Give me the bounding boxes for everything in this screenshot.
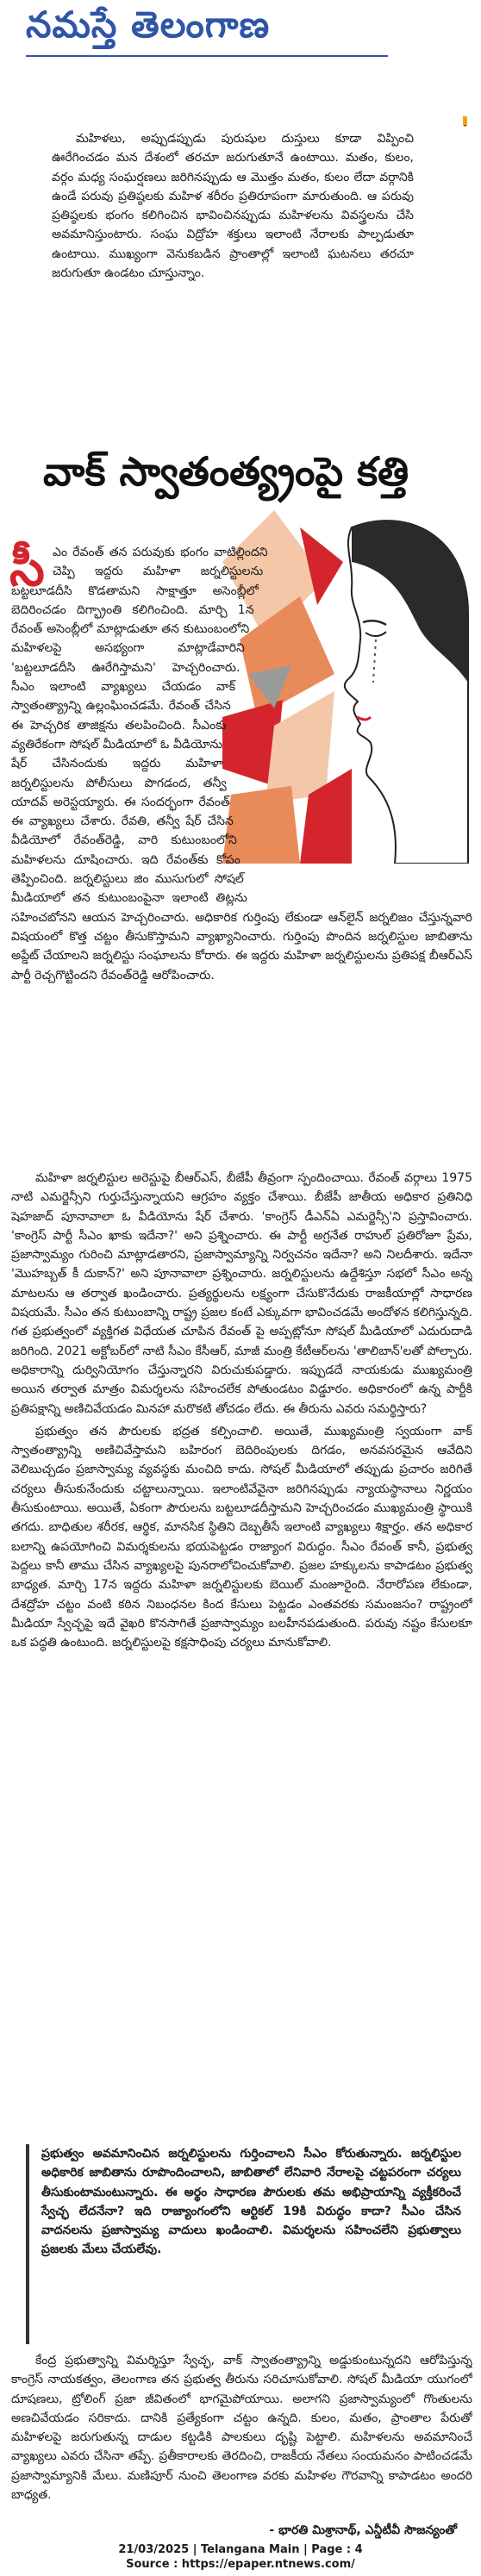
illustration-wrap-space xyxy=(222,543,472,889)
body-paragraph: ప్రభుత్వం తన పౌరులకు భద్రత కల్పించాలి. అయితే, ముఖ్యమంత్రి స్వయంగా వాక్ స్వాతంత్య్రాన్ని అణిచివేస్తామని బహిరంగ బెదిరింపులకు దిగడం, అనవసరమైన ఆవేదిని వెలిబుచ్చడం ప్రజాస్వామ్య వ్యవస్థకు మంచిది కాదు. సోషల్ మీడియాలో తప్పుడు ప్రచారం జరిగితే చర్యలు తీసుకునేందుకు చట్టాలున్నాయి. ఇలాంటివేవైనా జరిగినప్పుడు న్యాయస్థానాలు నిర్ణయం తీసుకుంటాయి. అయితే, ఏకంగా పౌరులను బట్టలూడదీస్తామని హెచ్చరించడం ముఖ్యమంత్రి స్థాయికి తగదు. బాధితుల శరీరక, ఆర్థిక, మానసిక స్థితిని దెబ్బతీసే ఇలాంటి వ్యాఖ్యలు శిక్షార్హం. తన అధికార బలాన్ని ఉపయోగించి విమర్శకులను భయపెట్టడం రాజ్యాంగ విరుద్ధం. సీఎం రేవంత్ కానీ, ప్రభుత్వ పెద్దలు కానీ తాము చేసిన వ్యాఖ్యలపై పునరాలోచించుకోవాలి. ప్రజల హక్కులను కాపాడటం ప్రభుత్వ బాధ్యత. మార్చి 17న ఇద్దరు మహిళా జర్నలిస్టులకు బెయిల్ మంజూరైంది. నేరారోపణ లేకుండా, దేశద్రోహ చట్టం వంటి కఠిన నిబంధనల కింద కేసులు పెట్టడం ఎంతవరకు సమంజసం? రాష్ట్రంలో మీడియా స్వేచ్ఛపై ఇదే వైఖరి కొనసాగితే ప్రజాస్వామ్యం బలహీనపడుతుంది. పరువు నష్టం కేసులకూ ఒక పద్ధతి ఉంటుంది. జర్నలిస్టులపై కక్షసాధింపు చర్యలు మానుకోవాలి. xyxy=(11,1424,472,1650)
page-footer xyxy=(0,2542,481,2573)
pencil-icon xyxy=(461,116,472,127)
body-paragraph: మహిళా జర్నలిస్టుల అరెస్టుపై బీఆర్ఎస్, బీజేపీ తీవ్రంగా స్పందించాయి. రేవంత్ వర్గాలు 1975 నాటి ఎమర్జెన్సీని గుర్తుచేస్తున్నాయని ఆగ్రహం వ్యక్తం చేశాయి. బీజేపీ జాతీయ అధికార ప్రతినిధి షెహజాద్ పూనావాలా ఓ వీడియోను షేర్ చేశారు. 'కాంగ్రెస్ డీఎన్‌ఏ ఎమర్జెన్సీ'ని ప్రస్తావించారు. 'కాంగ్రెస్ పార్టీ సీఎం ఖాకు ఇదేనా?' అని ప్రశ్నించారు. ఈ పార్టీ అగ్రనేత రాహుల్ ప్రతిరోజూ ప్రేమ, ప్రజాస్వామ్యం గురించి మాట్లాడతారని, ప్రజాస్వామ్యాన్ని నిర్వచనం ఇదేనా? అని నిలదీశారు. ఇదేనా 'మొహబ్బత్ కీ దుకాన్?' అని పూనావాలా ప్రశ్నించారు. జర్నలిస్టులను ఉద్దేశిస్తూ సభలో సీఎం అన్న మాటలను ఆ తర్వాత ఖండించారు. ప్రత్యర్థులను లక్ష్యంగా చేసుకొనేదుకు రాజకీయాల్లో సాధారణ విషయమే. సీఎం తన కుటుంబాన్ని రాష్ట్ర ప్రజల కంటే ఎక్కువగా భావించడమే అందోళన కలిగిస్తున్నది. గత ప్రభుత్వంలో వ్యక్తిగత విధేయత చూపిన రేవంత్ పై అప్పట్లోనూ సోషల్ మీడియాలో ఎదురుదాడి జరిగింది. 2021 అక్టోబర్‌లో నాటి సీఎం కేసీఆర్, మాజీ మంత్రి కేటీఆర్‌లను 'తాలిబాన్'లతో పోల్చారు. అధికారాన్ని దుర్వినియోగం చేస్తున్నారని విరుచుకుపడ్డారు. ఇప్పుడదే నాయకుడు ముఖ్యమంత్రి అయిన తర్వాత మాత్రం విమర్శలను సహించలేక పోతుండటం విడ్డూరం. అధికారంలో ఉన్న పార్టీకి ప్రతిపక్షాన్ని అణిచివేయడం మినహా మరొకటి తోచడం లేదు. ఈ తీరును ఎవరు సమర్థిస్తారు? xyxy=(11,1171,472,1416)
footer-source-line: Source : https://epaper.ntnews.com/ xyxy=(126,2558,355,2571)
drop-cap: సీ xyxy=(9,539,45,597)
footer-date-line: 21/03/2025 | Telangana Main | Page : 4 xyxy=(118,2543,363,2556)
intro-text: మహిళలు, అప్పుడప్పుడు పురుషుల దుస్తులు కూడా విప్పించి ఊరేగించడం మన దేశంలో తరచూ జరుగుతూనే ఉంటాయి. మతం, కులం, వర్గం మధ్య సంఘర్షణలు జరిగినప్పుడు ఆ మొత్తం మతం, కులం లేదా వర్గానికి ఉండే పరువు ప్రతిష్ఠలకు మహిళ శరీరం ప్రతిరూపంగా మారుతుంది. ఆ పరువు ప్రతిష్ఠలకు భంగం కలిగించిన భావించినప్పుడు మహిళలను వివస్త్రలను చేసి అవమానిస్తుంటారు. సంఘ విద్రోహ శక్తులు ఇలాంటి నేరాలకు పాల్పడుతూ ఉంటాయి. ముఖ్యంగా వెనుకబడిన ప్రాంతాల్లో ఇలాంటి ఘటనలు తరచూ జరుగుతూ ఉండటం చూస్తున్నాం. xyxy=(52,132,414,281)
article-lead xyxy=(11,543,472,1146)
article-body xyxy=(11,1169,472,2130)
lead-text: ఎం రేవంత్ తన పరువుకు భంగం వాటిల్లిందని చెప్పి ఇద్దరు మహిళా జర్నలిస్టులను బట్టలూడదీసి కొడతామని సాక్షాత్తూ అసెంబ్లీలో బెదిరించడం దిగ్భ్రాంతి కలిగించింది. మార్చి 1న రేవంత్ అసెంబ్లీలో మాట్లాడుతూ తన కుటుంబంలోని మహిళలపై అసభ్యంగా మాట్లాడేవారిని 'బట్టలూడదీసి ఊరేగిస్తామని' హెచ్చరించారు. సీఎం ఇలాంటి వ్యాఖ్యలు చేయడం వాక్ స్వాతంత్య్రాన్ని ఉల్లంఘించడమే. రేవంత్ చేసిన ఈ హెచ్చరిక తాజిక్షను తలపించింది. సీఎంకు వ్యతిరేకంగా సోషల్ మీడియాలో ఓ వీడియోను షేర్ చేసినందుకు ఇద్దరు మహిళా జర్నలిస్టులను పోలీసులు పొగడంద, తన్వీ యాదవ్ అరెస్టయ్యారు. ఈ సందర్భంగా రేవంత్ ఈ వ్యాఖ్యలు చేశారు. రేవతి, తన్వీ షేర్ చేసిన వీడియోలో రేవంత్‌రెడ్డి, వారి కుటుంబంలోని మహిళలను దూషించారు. ఇది రేవంత్‌కు కోపం తెప్పించింది. జర్నలిస్టులు జిం ముసుగులో సోషల్ మీడియాలో తన కుటుంబంపైనా ఇలాంటి తిట్లను సహించబోనని ఆయన హెచ్చరించారు. అధికారిక గుర్తింపు లేకుండా ఆన్‌లైన్ జర్నలిజం చేస్తున్నవారి విషయంలో కొత్త చట్టం తీసుకొస్తామని వ్యాఖ్యానించారు. గుర్తింపు పొందిన జర్నలిస్టుల జాబితాను అప్డేట్ చేయాలని జర్నలిస్టు సంఘాలను కోరారు. ఈ ఇద్దరు మహిళా జర్నలిస్టులను ప్రతిపక్ష బీఆర్ఎస్ పార్టీ రెచ్చగొట్టిందని రేవంత్‌రెడ్డి ఆరోపించారు. xyxy=(11,546,472,982)
masthead xyxy=(0,0,481,82)
author-byline: - భారతి మిశ్రానాథ్, ఎన్డీటీవీ సౌజన్యంతో xyxy=(269,2523,457,2537)
masthead-rule xyxy=(26,55,388,57)
masthead-title: నమస్తే తెలంగాణ xyxy=(26,3,271,46)
intro-paragraph xyxy=(52,129,414,436)
pull-quote: ప్రభుత్వం అవమానించిన జర్నలిస్టులను గుర్తించాలని సీఎం కోరుతున్నారు. జర్నలిస్టుల అధికారిక జాబితాను రూపొందించాలని, జాబితాలో లేనివారి నేరాలపై చట్టపరంగా చర్యలు తీసుకుంటామంటున్నారు. ఈ అర్థం సాధారణ పౌరులకు తమ అభిప్రాయాన్ని వ్యక్తీకరించే స్వేచ్ఛ లేదనేనా? ఇది రాజ్యాంగంలోని ఆర్టికల్ 19కి విరుద్ధం కాదా? సీఎం చేసిన వాదనలను ప్రజాస్వామ్య వాదులు ఖండించాలి. విమర్శలను సహించలేని ప్రభుత్వాలు ప్రజలకు మేలు చేయలేవు. xyxy=(26,2144,461,2344)
article-closing xyxy=(11,2351,472,2519)
closing-text: కేంద్ర ప్రభుత్వాన్ని విమర్శిస్తూ స్వేచ్ఛ, వాక్ స్వాతంత్య్రాన్ని అడ్డుకుంటున్నదని ఆరోపిస్తున్న కాంగ్రెస్ నాయకత్వం, తెలంగాణ తన ప్రభుత్వ తీరును సరిచూసుకోవాలి. సోషల్ మీడియా యుగంలో దూషణలు, ట్రోలింగ్ ప్రజా జీవితంలో భాగమైపోయాయి. అలాగని ప్రజాస్వామ్యంలో గొంతులను అణచివేయడం సరికాదు. దానికి ప్రత్యేకంగా చట్టం ఉన్నది. కులం, మతం, ప్రాంతాల పేరుతో మహిళలపై జరుగుతున్న దాడుల కట్టడికి పాలకులు దృష్టి పెట్టాలి. మహిళలను అవమానించే వ్యాఖ్యలు ఎవరు చేసినా తప్పే. ప్రతీకారాలకు తెరదించి, రాజకీయ నేతలు సంయమనం పాటించడమే ప్రజాస్వామ్యానికి మేలు. మణిపూర్ నుంచి తెలంగాణ వరకు మహిళల గౌరవాన్ని కాపాడటం అందరి బాధ్యత. xyxy=(11,2354,472,2503)
article-headline: వాక్ స్వాతంత్య్రంపై కత్తి xyxy=(43,448,409,495)
drop-cap-space xyxy=(11,543,53,577)
